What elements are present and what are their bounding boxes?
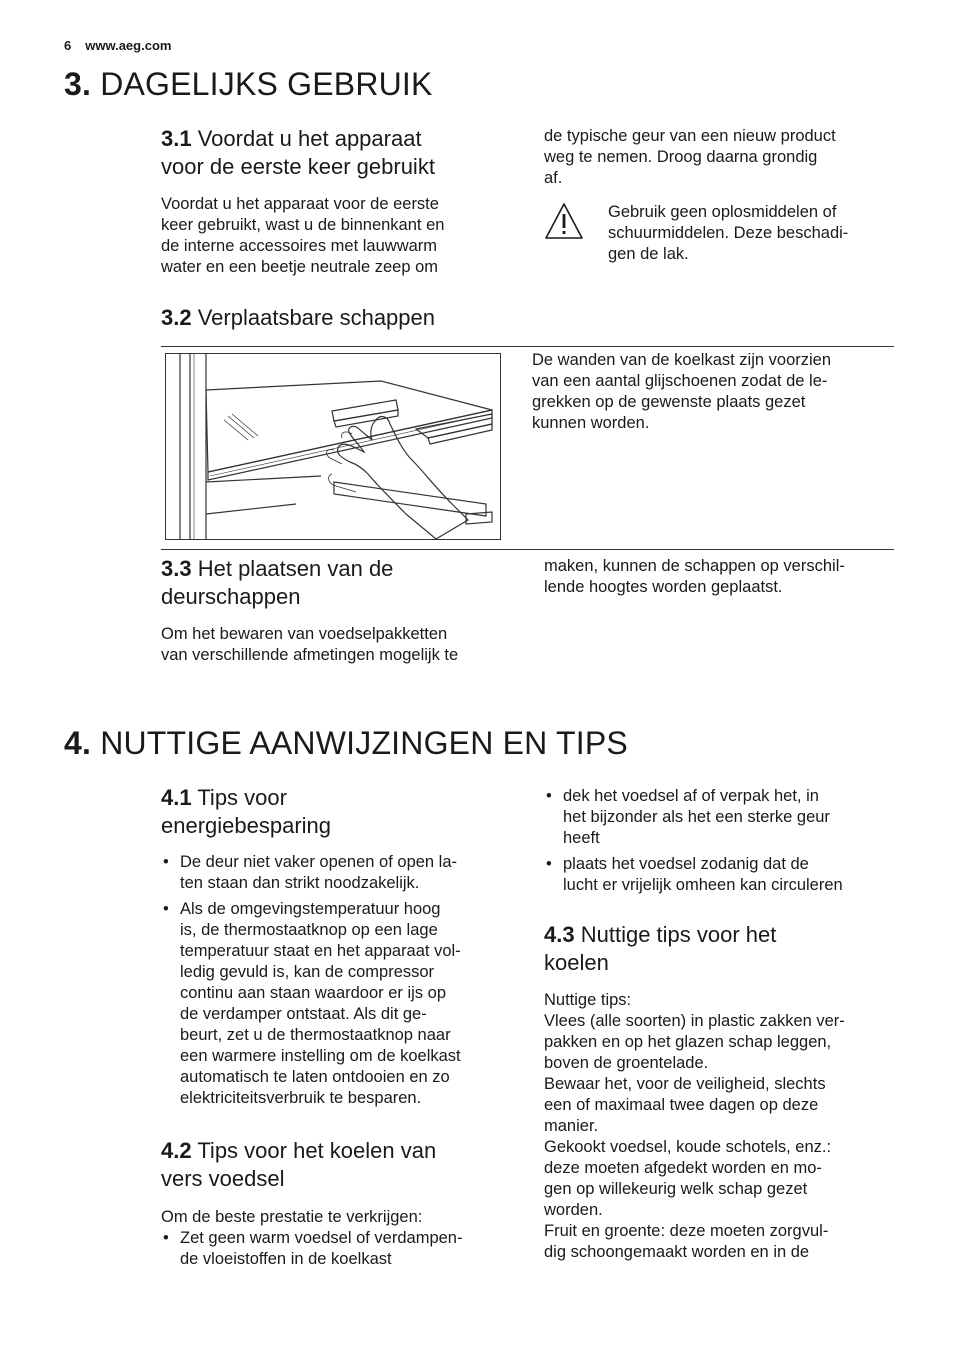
list-item: • Zet geen warm voedsel of verdampen- de vloeistoffen in de koelkast	[161, 1228, 521, 1270]
section-number: 4.	[64, 725, 92, 761]
section-title: DAGELIJKS GEBRUIK	[100, 66, 433, 102]
shelf-illustration	[165, 353, 501, 540]
divider	[161, 549, 894, 550]
subsection-4-2-text: Om de beste prestatie te verkrijgen: • Zet geen warm voedsel of verdampen- de vloeistoffen in de koelkast	[161, 1207, 521, 1275]
subsection-3-2-text: De wanden van de koelkast zijn voorzien van een aantal glijschoenen zodat de le- grekken op de gewenste plaats gezet kunnen worden.	[532, 351, 832, 432]
section-number: 3.	[64, 66, 92, 102]
subsection-4-1-bullets	[161, 852, 521, 1114]
section-title: NUTTIGE AANWIJZINGEN EN TIPS	[100, 725, 628, 761]
subsection-4-2-bullets-right	[544, 786, 914, 901]
subsection-4-2-heading: 4.2 Tips voor het koelen van vers voedsel	[161, 1138, 437, 1191]
divider	[161, 346, 894, 347]
subsection-3-3-text-left: Om het bewaren van voedselpakketten van verschillende afmetingen mogelijk te	[161, 625, 459, 664]
list-item: • plaats het voedsel zodanig dat de lucht er vrijelijk omheen kan circuleren	[544, 854, 914, 896]
subsection-3-3-text-right: maken, kunnen de schappen op verschil- lende hoogtes worden geplaatst.	[544, 557, 845, 596]
list-item: • dek het voedsel af of verpak het, in het bijzonder als het een sterke geur heeft	[544, 786, 914, 849]
subsection-3-1-text-right: de typische geur van een nieuw product weg te nemen. Droog daarna grondig af.	[544, 127, 836, 187]
section-4-heading	[64, 725, 628, 762]
subsection-3-3-heading: 3.3 Het plaatsen van de deurschappen	[161, 556, 394, 609]
warning-text: Gebruik geen oplosmiddelen of schuurmiddelen. Deze beschadi- gen de lak.	[608, 203, 849, 263]
subsection-3-1-heading: 3.1 Voordat u het apparaat voor de eerste keer gebruikt	[161, 126, 435, 179]
list-item: • Als de omgevingstemperatuur hoog is, de thermostaatknop op een lage temperatuur staat en het apparaat vol- ledig gevuld is, kan de compressor continu aan staan waardoor er ijs op de verdamper ontstaat. Als dit ge- beurt, zet u de thermostaatknop naar een warmere instelling om de koelkast automatisch te laten ontdooien en zo elektriciteitsverbruik te besparen.	[161, 899, 521, 1109]
page-number: 6	[64, 38, 72, 53]
subsection-4-3-heading: 4.3 Nuttige tips voor het koelen	[544, 922, 777, 975]
list-item: • De deur niet vaker openen of open la- ten staan dan strikt noodzakelijk.	[161, 852, 521, 894]
warning-triangle-icon	[544, 202, 584, 240]
subsection-4-1-heading: 4.1 Tips voor energiebesparing	[161, 785, 332, 838]
website-link[interactable]: www.aeg.com	[85, 38, 172, 53]
page-header	[64, 38, 171, 53]
subsection-4-3-text: Nuttige tips: Vlees (alle soorten) in plastic zakken ver- pakken en op het glazen schap leggen, boven de groentelade. Bewaar het, voor de veiligheid, slechts een of maximaal twee dagen op deze manier. Gekookt voedsel, koude schotels, enz.: deze moeten afgedekt worden en mo- gen op willekeurig welk schap gezet worden. Fruit en groente: deze moeten zorgvul- dig schoongemaakt worden en in de	[544, 991, 845, 1261]
subsection-3-2-heading: 3.2 Verplaatsbare schappen	[161, 305, 436, 330]
section-3-heading	[64, 66, 433, 103]
subsection-3-1-text-left: Voordat u het apparaat voor de eerste keer gebruikt, wast u de binnenkant en de interne accessoires met lauwwarm water en een beetje neutrale zeep om	[161, 195, 445, 276]
